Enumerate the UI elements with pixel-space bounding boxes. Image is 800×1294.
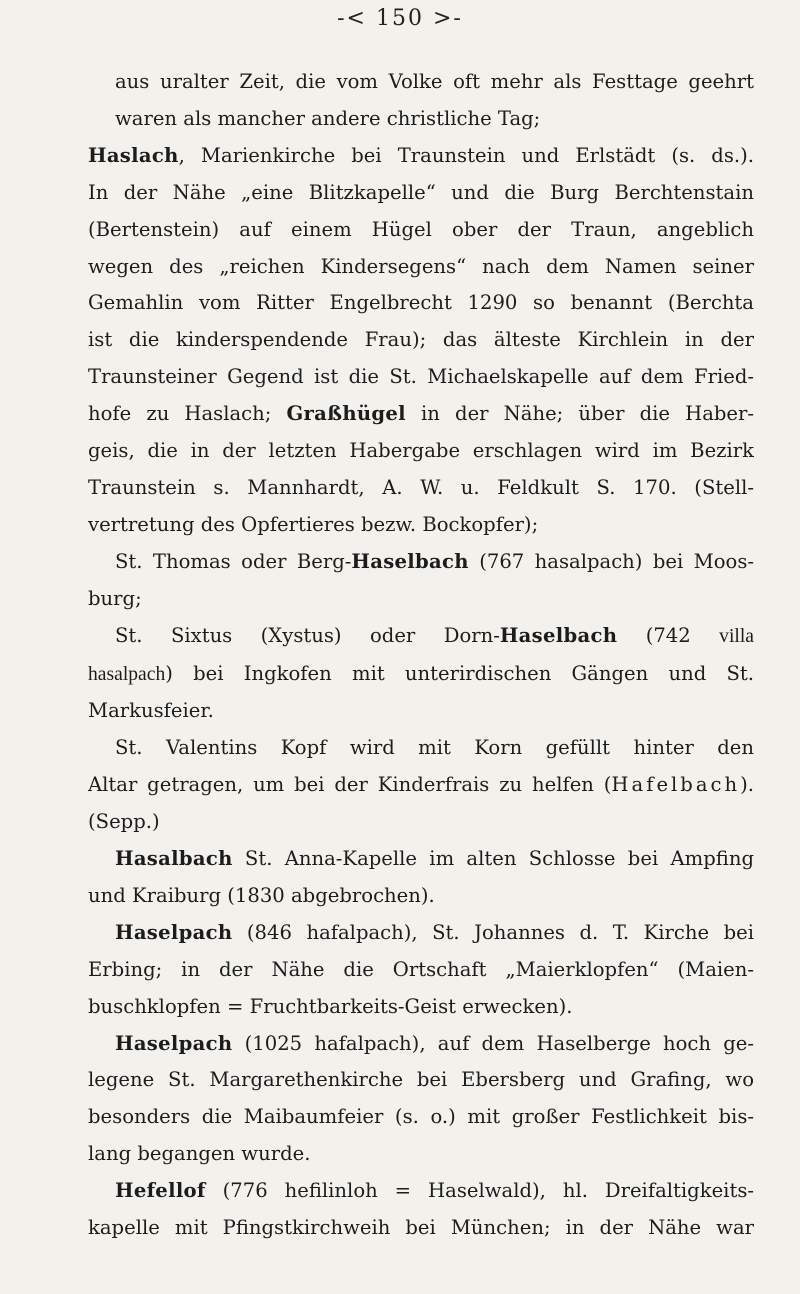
text-segment: geis, die in der letzten Habergabe erschlagen wird im Bezirk xyxy=(88,439,754,463)
text-segment: Hafelbach xyxy=(611,773,741,797)
text-segment: Traunstein s. Mannhardt, A. W. u. Feldkult S. 170. (Stell- xyxy=(88,475,754,499)
text-line xyxy=(88,841,754,878)
text-segment: (742 xyxy=(617,623,720,647)
text-segment: ist die kindersp​endende Frau); das älteste Kirchlein in der xyxy=(88,328,754,352)
text-line xyxy=(88,915,754,952)
text-line xyxy=(88,101,754,138)
text-line xyxy=(88,804,754,841)
text-segment: lang begangen wurde. xyxy=(88,1142,311,1166)
text-line xyxy=(88,212,754,249)
text-line xyxy=(88,1099,754,1136)
text-segment: Markusfeier. xyxy=(88,699,214,723)
text-segment: (Bertenstein) auf einem Hügel ober der Traun, angeblich xyxy=(88,217,754,241)
text-segment: wegen des „reichen Kindersegens“ nach dem Namen seiner xyxy=(88,254,754,278)
text-segment: burg; xyxy=(88,586,142,610)
text-segment: Traunsteiner Gegend ist die St. Michaelskapelle auf dem Fried- xyxy=(88,365,754,389)
text-line xyxy=(88,433,754,470)
text-line xyxy=(88,285,754,322)
text-line xyxy=(88,322,754,359)
text-segment: St. Anna-Kapelle im alten Schlosse bei Ampfing xyxy=(232,847,754,871)
body-text xyxy=(88,64,754,1247)
text-line xyxy=(88,767,754,804)
text-line xyxy=(88,1210,754,1247)
text-segment: buschklopfen = Fruchtbarkeits-Geist erwecken). xyxy=(88,994,573,1018)
text-segment: und Kraiburg (1830 abgebrochen). xyxy=(88,883,435,907)
text-line xyxy=(88,1136,754,1173)
text-segment: (776 hefilinloh = Haselwald), hl. Dreifaltigkeits- xyxy=(205,1179,754,1203)
text-segment: ) bei Ingkofen mit unterirdischen Gängen und St. xyxy=(165,661,754,685)
text-segment: ). xyxy=(740,773,754,797)
text-segment: Altar getragen, um bei der Kinderfrais zu helfen ( xyxy=(88,773,612,797)
text-line xyxy=(88,64,754,101)
text-line xyxy=(88,1026,754,1063)
text-segment: legene St. Margarethenkirche bei Ebersberg und Grafing, wo xyxy=(88,1068,754,1092)
page-number xyxy=(0,6,800,31)
text-line xyxy=(88,656,754,694)
bold-term: Haselpach xyxy=(115,1031,233,1055)
page-number-value: 150 xyxy=(376,6,424,31)
text-line xyxy=(88,175,754,212)
text-line xyxy=(88,359,754,396)
text-line xyxy=(88,952,754,989)
text-line xyxy=(88,396,754,433)
text-segment: kapelle mit Pfingstkirchweih bei München; in der Nähe war xyxy=(88,1216,754,1240)
text-segment: (846 hafalpach), St. Johannes d. T. Kirche bei xyxy=(232,920,754,944)
text-line xyxy=(88,730,754,767)
text-line xyxy=(88,581,754,618)
page-number-dash-right: >- xyxy=(433,6,463,31)
text-segment: In der Nähe „eine Blitzkapelle“ und die Burg Berchtenstain xyxy=(88,180,754,204)
text-line xyxy=(88,1062,754,1099)
bold-term: Haslach xyxy=(88,143,179,167)
text-segment: St. Valentins Kopf wird mit Korn gefüllt hinter den xyxy=(115,736,754,760)
text-line xyxy=(88,989,754,1026)
text-segment: Gemahlin vom Ritter Engelbrecht 1290 so benannt (Berchta xyxy=(88,291,754,315)
text-segment: Erbing; in der Nähe die Ortschaft „Maierklopfen“ (Maien- xyxy=(88,957,754,981)
bold-term: Hefellof xyxy=(115,1179,206,1203)
text-line xyxy=(88,470,754,507)
text-segment: hofe zu Haslach; xyxy=(88,402,287,426)
text-line xyxy=(88,138,754,175)
bold-term: Haselbach xyxy=(351,549,469,573)
bold-term: Hasalbach xyxy=(115,847,233,871)
page-number-dash-left: -< xyxy=(337,6,367,31)
text-segment: , Marienkirche bei Traunstein und Erlstädt (s. ds.). xyxy=(178,143,754,167)
text-segment: vertretung des Opfertieres bezw. Bockopfer); xyxy=(88,512,539,536)
text-line xyxy=(88,878,754,915)
text-segment: in der Nähe; über die Haber- xyxy=(405,402,754,426)
text-segment: St. Sixtus (Xystus) oder Dorn- xyxy=(115,623,500,647)
text-line xyxy=(88,693,754,730)
text-segment: aus uralter Zeit, die vom Volke oft mehr als Festtage geehrt xyxy=(115,70,754,93)
text-segment: (Sepp.) xyxy=(88,810,160,834)
text-segment: villa xyxy=(719,625,754,647)
bold-term: Graßhügel xyxy=(286,402,406,426)
text-line xyxy=(88,544,754,581)
text-segment: waren als mancher andere christliche Tag; xyxy=(115,106,541,130)
text-segment: hasalpach xyxy=(88,663,166,685)
text-segment: (767 hasalpach) bei Moos- xyxy=(468,549,754,573)
text-segment: (1025 hafalpach), auf dem Haselberge hoch ge- xyxy=(232,1031,754,1055)
text-segment: St. Thomas oder Berg- xyxy=(115,549,352,573)
bold-term: Haselbach xyxy=(499,623,618,647)
text-line xyxy=(88,249,754,286)
text-line xyxy=(88,507,754,544)
text-line xyxy=(88,1173,754,1210)
text-line xyxy=(88,618,754,656)
text-segment: besonders die Maibaumfeier (s. o.) mit großer Festlichkeit bis- xyxy=(88,1105,754,1129)
bold-term: Haselpach xyxy=(115,920,233,944)
